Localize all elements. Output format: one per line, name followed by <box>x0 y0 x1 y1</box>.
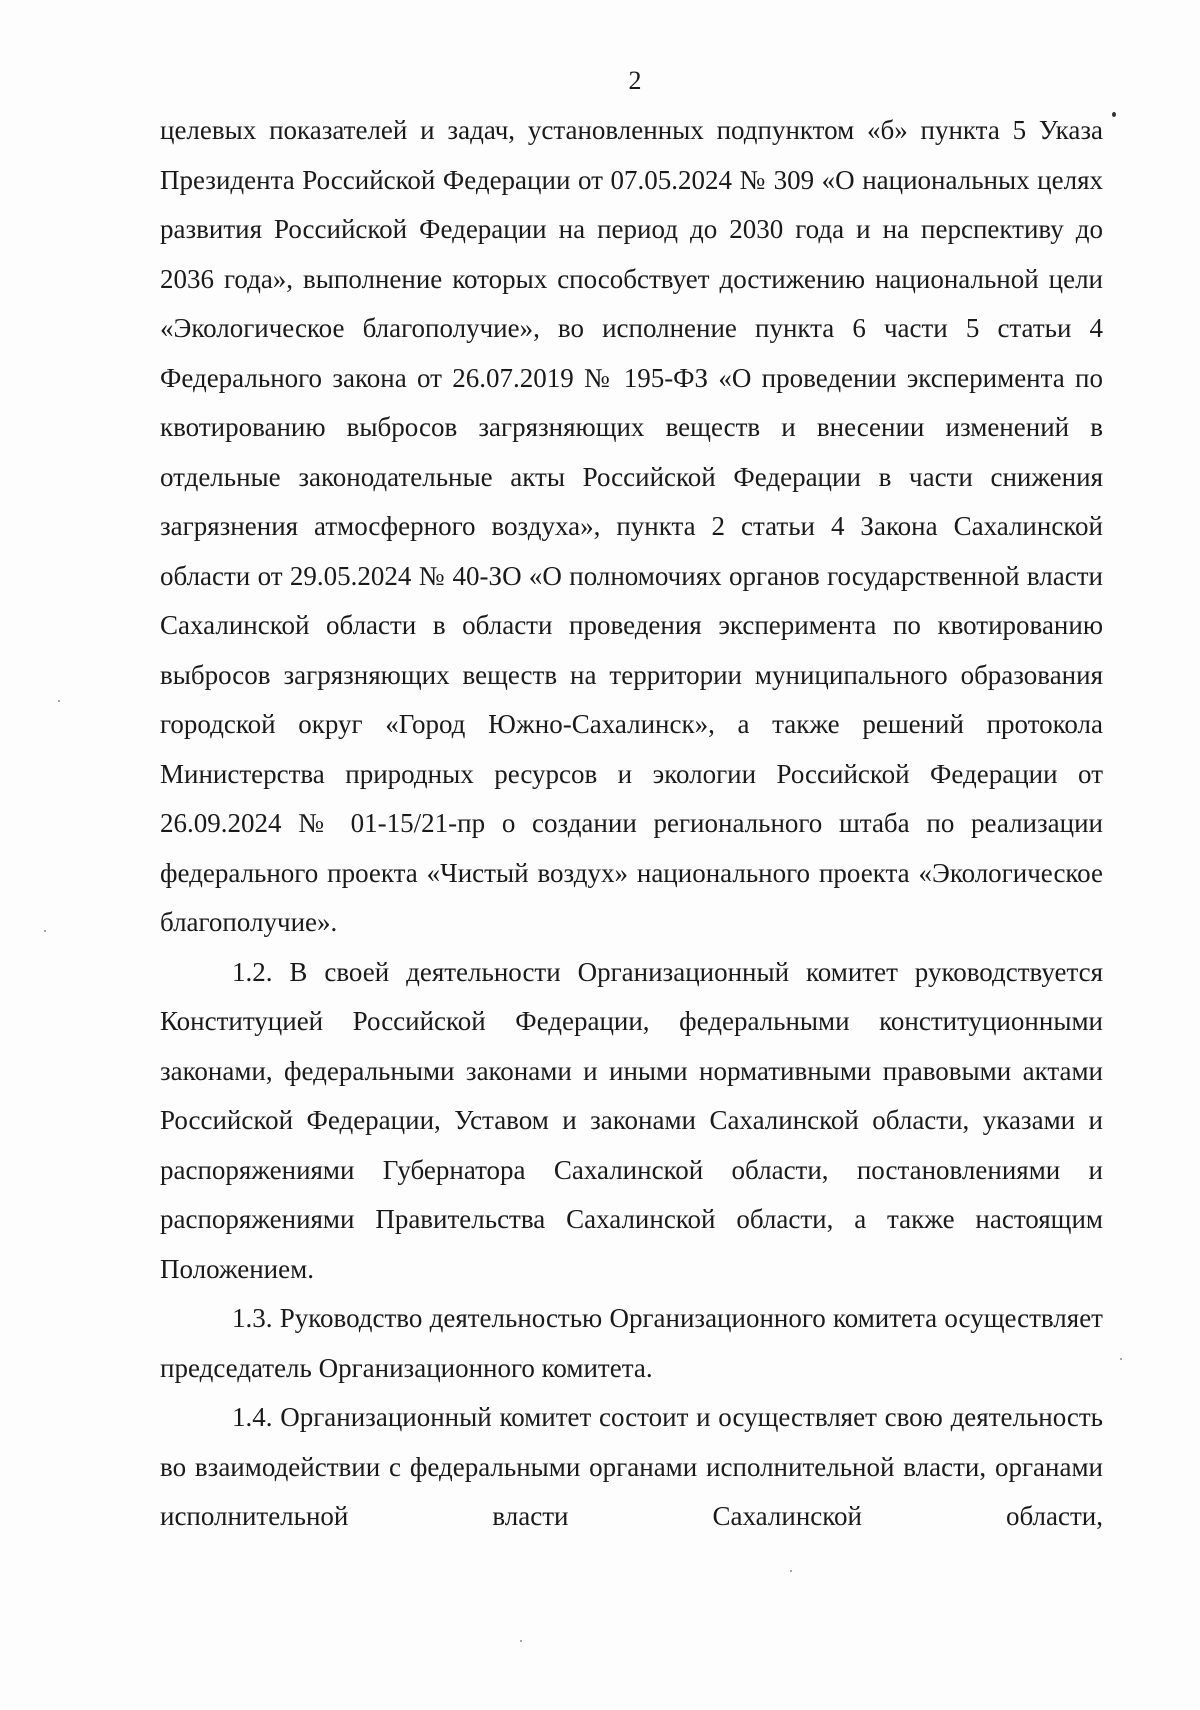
scan-speck <box>1120 1358 1122 1360</box>
scan-speck <box>44 930 46 932</box>
paragraph-1-3: 1.3. Руководство деятельностью Организационного комитета осуществляет председатель Организационного комитета. <box>160 1303 1103 1383</box>
scan-speck <box>1112 112 1116 117</box>
document-body <box>160 106 1103 1542</box>
scan-speck <box>58 700 60 702</box>
scan-speck <box>790 1570 792 1572</box>
paragraph-1-2: 1.2. В своей деятельности Организационный комитет руководствуется Конституцией Российской Федерации, федеральными конституционными законами, федеральными законами и иными нормативными правовыми актами Российской Федерации, Уставом и законами Сахалинской области, указами и распоряжениями Губернатора Сахалинской области, постановлениями и распоряжениями Правительства Сахалинской области, а также настоящим Положением. <box>160 956 1103 1284</box>
paragraph-intro: целевых показателей и задач, установленных подпунктом «б» пункта 5 Указа Президента Российской Федерации от 07.05.2024 № 309 «О национальных целях развития Российской Федерации на период до 2030 года и на перспективу до 2036 года», выполнение которых способствует достижению национальной цели «Экологическое благополучие», во исполнение пункта 6 части 5 статьи 4 Федерального закона от 26.07.2019 № 195-ФЗ «О проведении эксперимента по квотированию выбросов загрязняющих веществ и внесении изменений в отдельные законодательные акты Российской Федерации в части снижения загрязнения атмосферного воздуха», пункта 2 статьи 4 Закона Сахалинской области от 29.05.2024 № 40-ЗО «О полномочиях органов государственной власти Сахалинской области в области проведения эксперимента по квотированию выбросов загрязняющих веществ на территории муниципального образования городской округ «Город Южно-Сахалинск», а также решений протокола Министерства природных ресурсов и экологии Российской Федерации от 26.09.2024 № 01-15/21-пр о создании регионального штаба по реализации федерального проекта «Чистый воздух» национального проекта «Экологическое благополучие». <box>160 115 1103 937</box>
scan-speck <box>520 1640 522 1642</box>
paragraph-1-4: 1.4. Организационный комитет состоит и осуществляет свою деятельность во взаимодействии с федеральными органами исполнительной власти, органами исполнительной власти Сахалинской области, <box>160 1402 1103 1531</box>
page-number: 2 <box>628 66 642 95</box>
